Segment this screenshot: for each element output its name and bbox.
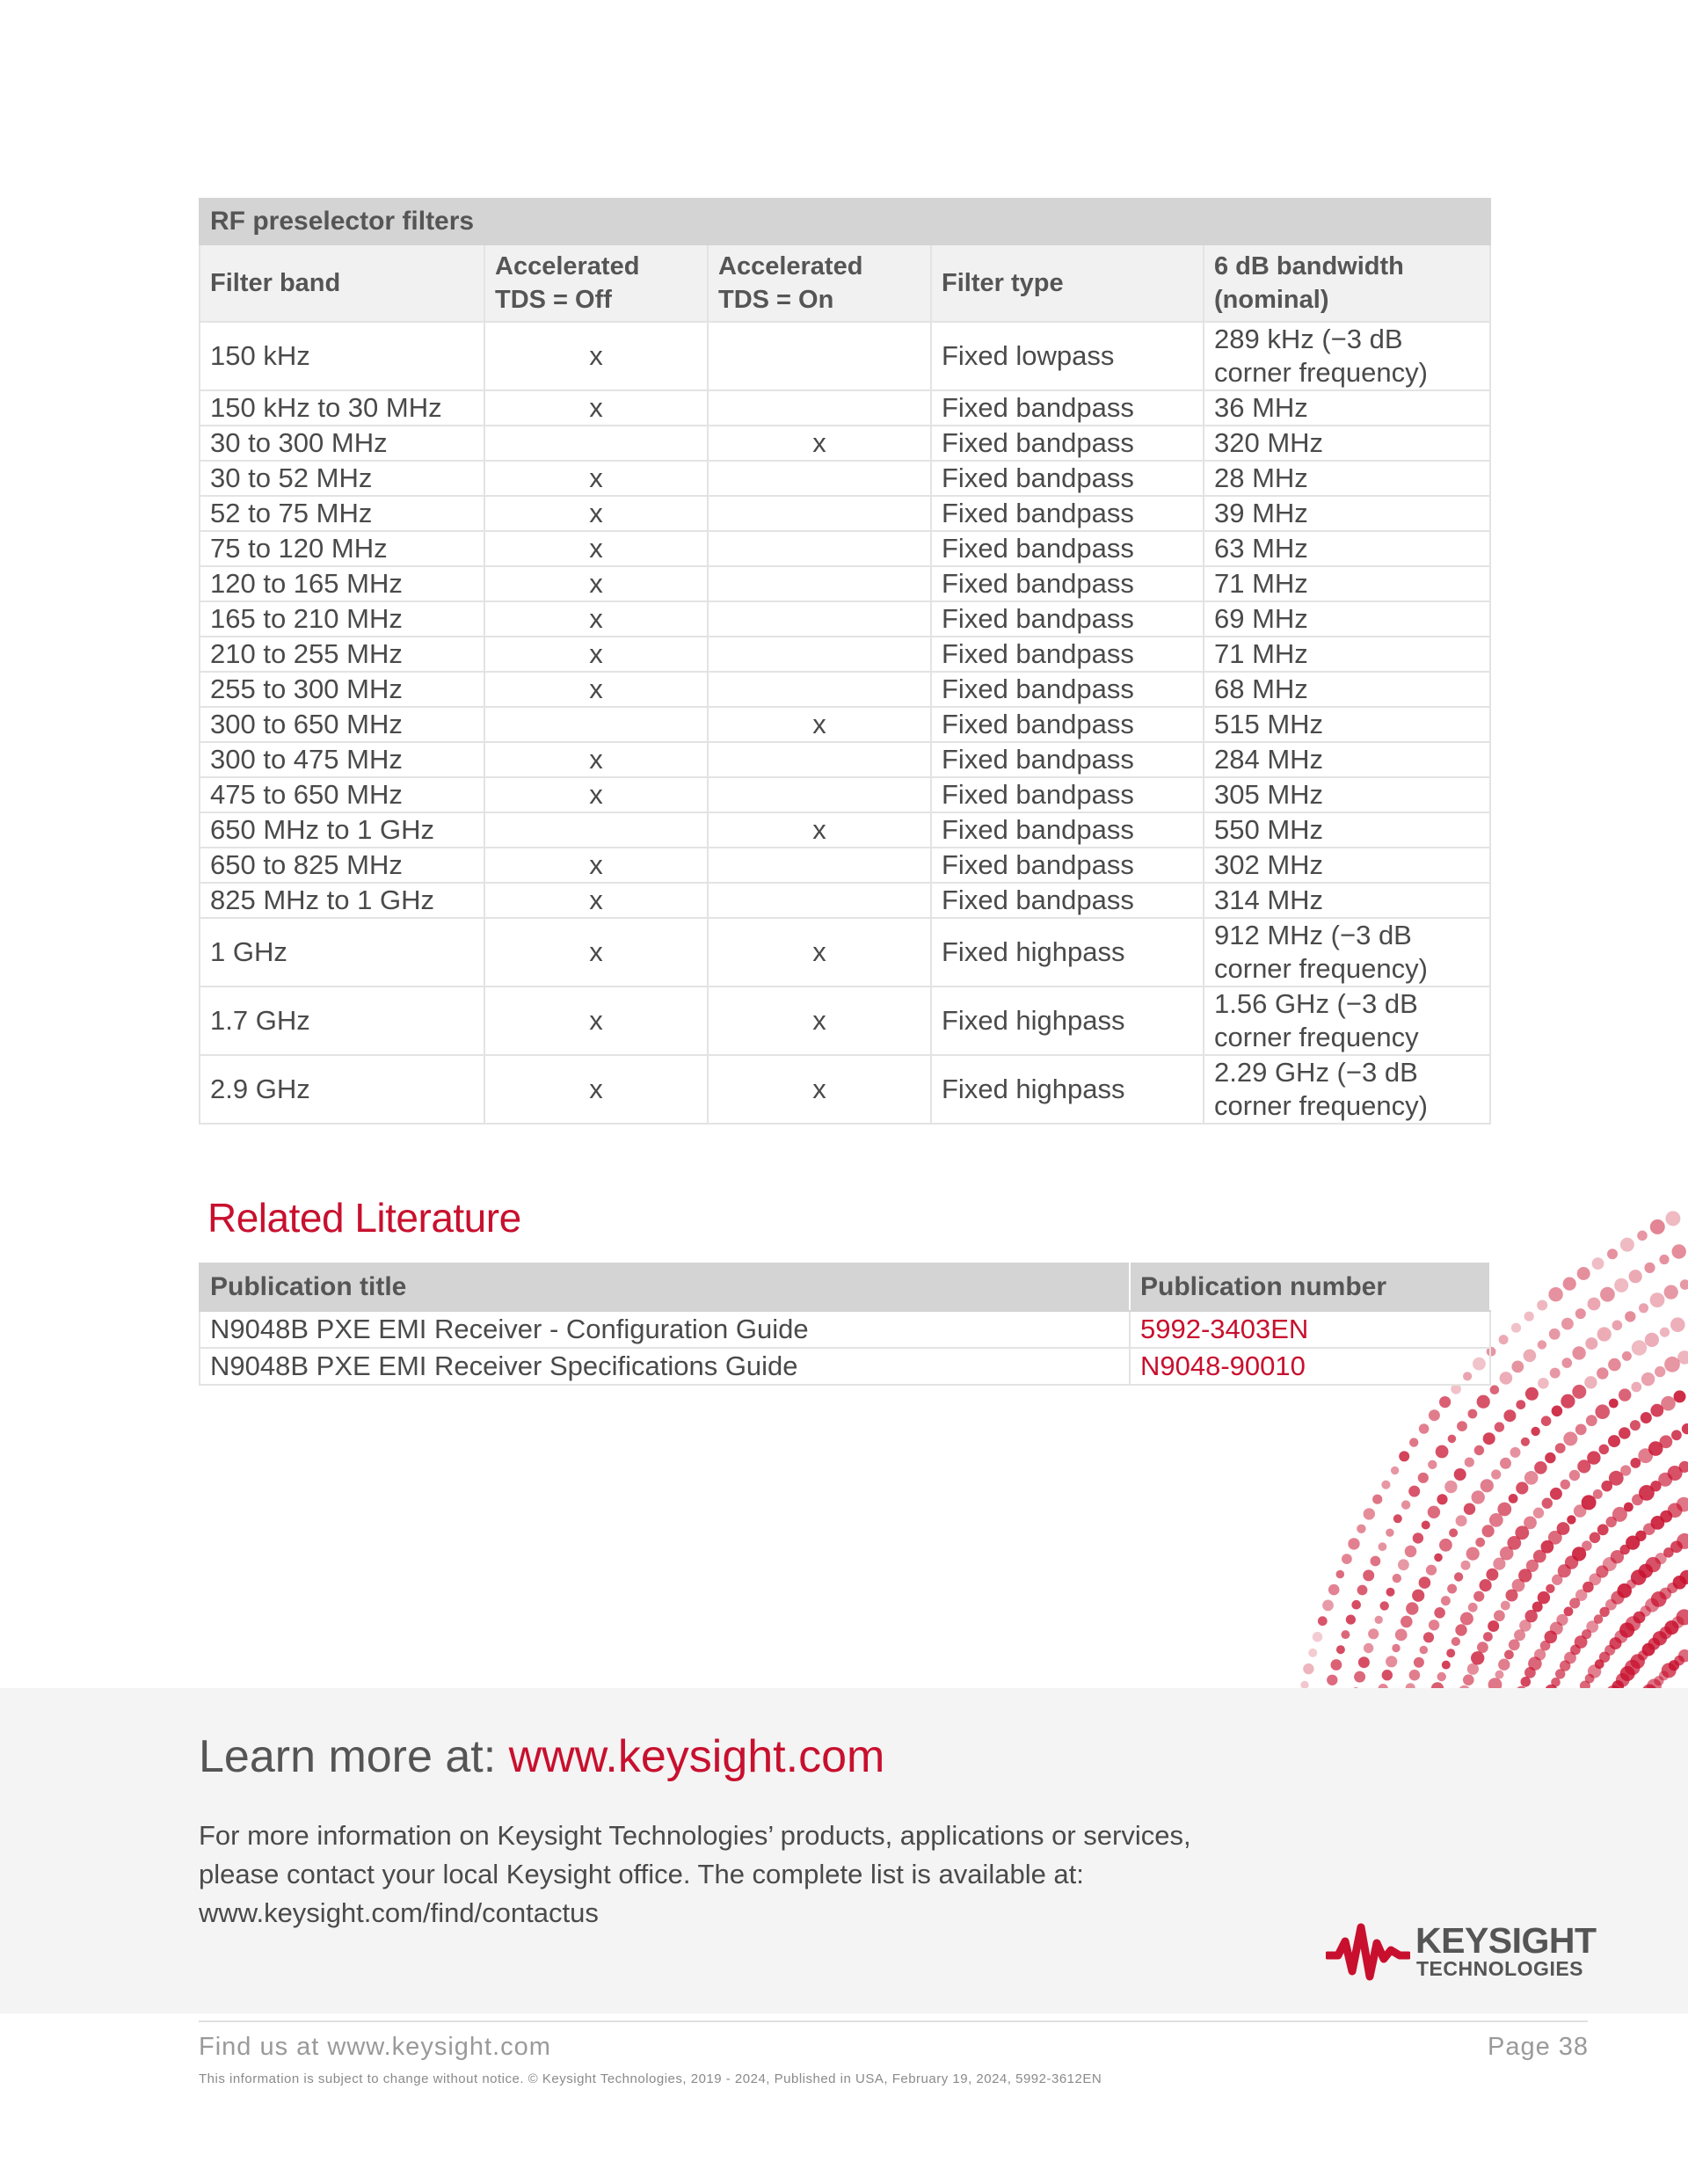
table-cell: 52 to 75 MHz [200,496,484,531]
table-row [200,390,1490,426]
footer-divider [199,2020,1588,2022]
table-cell: x [484,601,708,637]
table-row [200,777,1490,812]
table-cell: Fixed bandpass [931,672,1204,707]
footer-legal: This information is subject to change without notice. © Keysight Technologies, 2019 - 2024, Published in USA, February 19, 2024, 5992-3612EN [199,2071,1102,2086]
table-row [200,1055,1490,1124]
table-row [200,707,1490,742]
table-cell: 71 MHz [1204,566,1490,601]
table-cell: x [708,426,931,461]
table-cell: 650 to 825 MHz [200,848,484,883]
table-cell [708,322,931,390]
table-row [200,637,1490,672]
table-cell: Fixed bandpass [931,531,1204,566]
table-cell: Fixed bandpass [931,848,1204,883]
table-cell: Fixed bandpass [931,601,1204,637]
table-cell: x [484,566,708,601]
table-cell: Fixed highpass [931,986,1204,1055]
table-cell: Fixed bandpass [931,883,1204,918]
table-cell: Fixed bandpass [931,426,1204,461]
table-cell [708,531,931,566]
table-cell [708,496,931,531]
table-cell: 650 MHz to 1 GHz [200,812,484,848]
table-cell [708,637,931,672]
column-header: Accelerated TDS = On [708,244,931,322]
column-header: Filter type [931,244,1204,322]
learn-more-prefix: Learn more at: [199,1731,509,1782]
table-cell: Fixed bandpass [931,461,1204,496]
keysight-logo-icon [1326,1920,1410,1984]
table-cell: Fixed highpass [931,918,1204,986]
table-cell: x [708,812,931,848]
publication-number-link[interactable]: 5992-3403EN [1130,1311,1490,1348]
table-cell: x [708,918,931,986]
table-cell: 150 kHz [200,322,484,390]
table-row [200,1348,1490,1385]
table-cell: Fixed bandpass [931,566,1204,601]
table-cell: 2.29 GHz (−3 dB corner frequency) [1204,1055,1490,1124]
table-cell: 302 MHz [1204,848,1490,883]
table-cell: x [484,496,708,531]
table-cell: Fixed bandpass [931,390,1204,426]
column-header: Publication title [200,1263,1130,1311]
page-number: Page 38 [1488,2033,1590,2061]
table-row [200,918,1490,986]
table-cell: 30 to 52 MHz [200,461,484,496]
table-cell: 36 MHz [1204,390,1490,426]
table-cell: 515 MHz [1204,707,1490,742]
table-cell [484,426,708,461]
column-header: Publication number [1130,1263,1490,1311]
table-cell: 71 MHz [1204,637,1490,672]
logo-word-keysight: KEYSIGHT [1415,1920,1597,1961]
table-cell: 300 to 475 MHz [200,742,484,777]
table-cell: 120 to 165 MHz [200,566,484,601]
column-header: Filter band [200,244,484,322]
table-cell: Fixed bandpass [931,637,1204,672]
table-cell [708,883,931,918]
related-literature-heading: Related Literature [207,1195,521,1241]
table-row [200,531,1490,566]
table-row [200,986,1490,1055]
table-cell [708,672,931,707]
table-cell: x [484,461,708,496]
table-cell: x [484,848,708,883]
table-cell: 1.56 GHz (−3 dB corner frequency [1204,986,1490,1055]
table-cell: 314 MHz [1204,883,1490,918]
keysight-url-link[interactable]: www.keysight.com [508,1731,885,1782]
table-cell: 75 to 120 MHz [200,531,484,566]
table-cell: x [484,390,708,426]
column-header: 6 dB bandwidth (nominal) [1204,244,1490,322]
learn-more-heading [199,1730,884,1783]
table-cell: Fixed highpass [931,1055,1204,1124]
table-cell: x [484,742,708,777]
table-row [200,848,1490,883]
table-cell: Fixed lowpass [931,322,1204,390]
table-row [200,812,1490,848]
publication-title: N9048B PXE EMI Receiver - Configuration Guide [200,1311,1130,1348]
table-cell: Fixed bandpass [931,777,1204,812]
table-cell [708,777,931,812]
table-cell: x [484,322,708,390]
table-cell: x [484,1055,708,1124]
table-cell [708,601,931,637]
table-cell [484,812,708,848]
table-cell: 475 to 650 MHz [200,777,484,812]
table-row [200,566,1490,601]
table-cell: 210 to 255 MHz [200,637,484,672]
table-cell: 320 MHz [1204,426,1490,461]
table-cell: x [484,672,708,707]
table-cell: 28 MHz [1204,461,1490,496]
table-cell: x [484,637,708,672]
table-cell: 289 kHz (−3 dB corner frequency) [1204,322,1490,390]
table-cell: x [484,918,708,986]
table-cell: 305 MHz [1204,777,1490,812]
table-row [200,1311,1490,1348]
table-cell: 69 MHz [1204,601,1490,637]
table-row [200,461,1490,496]
table-cell: x [484,531,708,566]
table-row [200,426,1490,461]
table-cell: 825 MHz to 1 GHz [200,883,484,918]
rf-preselector-table [199,198,1491,1125]
publication-title: N9048B PXE EMI Receiver Specifications Guide [200,1348,1130,1385]
table-cell [708,566,931,601]
table-cell: 1.7 GHz [200,986,484,1055]
table-cell [708,461,931,496]
table-row [200,883,1490,918]
table-cell: 30 to 300 MHz [200,426,484,461]
table-cell [708,848,931,883]
table-cell: 300 to 650 MHz [200,707,484,742]
table-cell: x [484,883,708,918]
table-cell: 150 kHz to 30 MHz [200,390,484,426]
table-cell [708,742,931,777]
table-cell: 550 MHz [1204,812,1490,848]
column-header: Accelerated TDS = Off [484,244,708,322]
logo-word-technologies: TECHNOLOGIES [1416,1957,1584,1980]
table-cell [708,390,931,426]
table-row [200,601,1490,637]
table-cell: Fixed bandpass [931,812,1204,848]
table-cell: 1 GHz [200,918,484,986]
table-row [200,672,1490,707]
table-cell: 912 MHz (−3 dB corner frequency) [1204,918,1490,986]
table-cell: 284 MHz [1204,742,1490,777]
table-cell: x [484,986,708,1055]
table-cell: 165 to 210 MHz [200,601,484,637]
publication-number-link[interactable]: N9048-90010 [1130,1348,1490,1385]
table-cell [484,707,708,742]
table-row [200,496,1490,531]
table-title: RF preselector filters [200,199,1490,244]
table-cell: x [708,1055,931,1124]
table-cell: 39 MHz [1204,496,1490,531]
table-cell: Fixed bandpass [931,742,1204,777]
table-cell: x [484,777,708,812]
table-cell: x [708,986,931,1055]
related-literature-table [199,1263,1491,1386]
table-cell: 255 to 300 MHz [200,672,484,707]
table-cell: 63 MHz [1204,531,1490,566]
table-row [200,322,1490,390]
learn-more-body: For more information on Keysight Technologies’ products, applications or services, please contact your local Keysight office. The complete list is available at: www.keysight.com/find/contactus [199,1820,1191,1928]
table-cell: 2.9 GHz [200,1055,484,1124]
keysight-logo [1326,1920,1597,1984]
table-cell: Fixed bandpass [931,496,1204,531]
footer-find-us: Find us at www.keysight.com [199,2033,551,2061]
table-cell: x [708,707,931,742]
table-cell: Fixed bandpass [931,707,1204,742]
table-row [200,742,1490,777]
table-cell: 68 MHz [1204,672,1490,707]
